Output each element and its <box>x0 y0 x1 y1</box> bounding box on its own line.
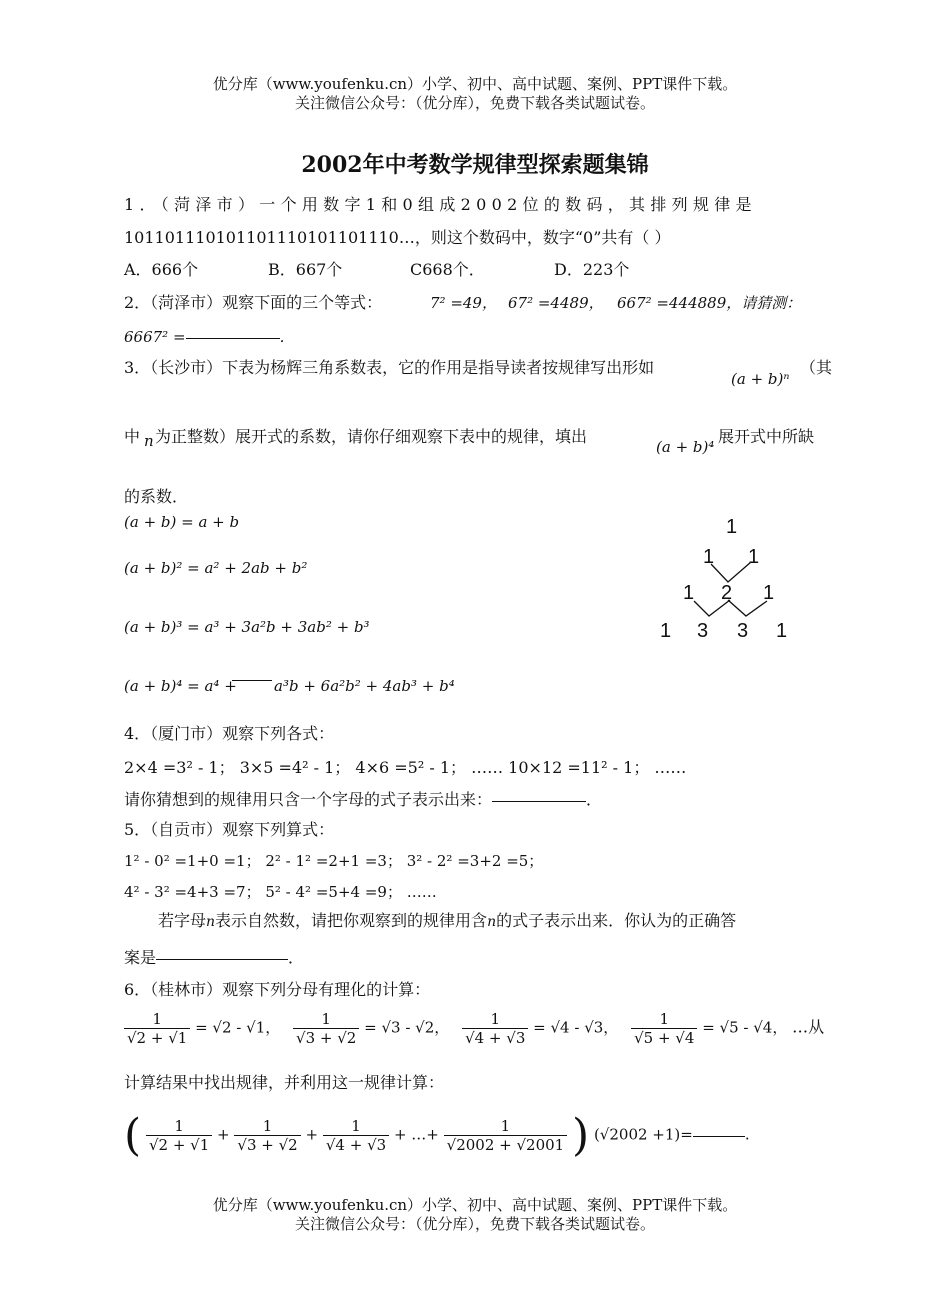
q2-eq-1: 7² =49， <box>430 294 497 312</box>
triangle-connector-lines <box>650 540 810 620</box>
q6-dots: + …+ <box>393 1125 439 1144</box>
q3-expansion-3: (a + b)³ = a³ + 3a²b + 3ab² + b³ <box>124 618 370 636</box>
q6-sum-term-3: $\frac{1}{√4 + √3}$ <box>323 1117 389 1154</box>
q6-fraction-3: $\frac{1}{√4 + √3}$ <box>462 1010 528 1047</box>
q5-equations-1: 1² - 0² =1+0 =1； 2² - 1² =2+1 =3； 3² - 2² =3+2 =5； <box>124 852 544 870</box>
q3-line-3: 的系数． <box>124 487 189 506</box>
q6-sum-term-1: $\frac{1}{√2 + √1}$ <box>146 1117 212 1154</box>
q5-ask2-text: 案是 <box>124 948 157 967</box>
q5-ask-c: 的式子表示出来．你认为的正确答 <box>496 911 737 930</box>
q2-eq-3: 667² =444889，请猜测： <box>617 294 802 312</box>
q6-plus-1: + <box>217 1125 230 1144</box>
q2-text: 2．（菏泽市）观察下面的三个等式： <box>124 293 383 312</box>
footer-line-1: 优分库（www.youfenku.cn）小学、初中、高中试题、案例、PPT课件下载。 <box>212 1196 738 1214</box>
q6-head: 6．（桂林市）观察下列分母有理化的计算： <box>124 980 431 999</box>
q2-answer-blank[interactable] <box>186 337 280 339</box>
q6-end: . <box>744 1125 750 1144</box>
q5-head: 5．（自贡市）观察下列算式： <box>124 820 335 839</box>
q5-ask-a: 若字母 <box>158 911 207 930</box>
q6-examples <box>124 1010 824 1047</box>
q5-equations-2: 4² - 3² =4+3 =7； 5² - 4² =5+4 =9； …… <box>124 883 437 901</box>
triangle-r4-c3: 3 <box>737 620 749 642</box>
q6-final-expression <box>124 1110 750 1161</box>
q3-line-2-c: 展开式中所缺 <box>718 427 815 446</box>
q3-expr-n: (a + b)ⁿ <box>731 370 790 388</box>
q5-ask-b: 表示自然数，请把你观察到的规律用含 <box>215 911 488 930</box>
q4-head: 4．（厦门市）观察下列各式： <box>124 724 335 743</box>
q1-line-1: 1．（菏泽市）一个用数字1和0组成2002位的数码，其排列规律是 <box>124 195 757 214</box>
q1-line-2: 101101110101101110101101110…，则这个数码中，数字“0”共有（ ） <box>124 228 671 247</box>
q3-expansion-1: (a + b) = a + b <box>124 513 240 531</box>
q3-expansion-2: (a + b)² = a² + 2ab + b² <box>124 559 308 577</box>
q5-ask-n: n <box>206 914 216 930</box>
q6-from: …从 <box>792 1017 825 1037</box>
q5-answer-blank[interactable] <box>156 958 288 960</box>
q6-result-3: = √4 - √3， <box>533 1018 619 1037</box>
q3-line-2-b: 为正整数）展开式的系数，请你仔细观察下表中的规律，填出 <box>155 427 588 446</box>
q6-plus-2: + <box>305 1125 319 1144</box>
q2-eq-2: 67² =4489， <box>508 294 604 312</box>
triangle-r4-c1: 1 <box>660 620 672 642</box>
q6-result-2: = √3 - √2， <box>364 1018 450 1037</box>
footer-line-2: 关注微信公众号：（优分库），免费下载各类试题试卷。 <box>294 1215 655 1233</box>
q5-ask-line-2: 案是 ． <box>124 948 305 967</box>
q6-fraction-1: $\frac{1}{√2 + √1}$ <box>124 1010 190 1047</box>
q4-equations: 2×4 =3² - 1； 3×5 =4² - 1； 4×6 =5² - 1； …… 10×12 =11² - 1； …… <box>124 758 687 777</box>
q6-sum-term-2: $\frac{1}{√3 + √2}$ <box>234 1117 300 1154</box>
q2-line-2-text: 6667² = <box>124 328 186 346</box>
q6-tail: (√2002 +1)= <box>593 1125 693 1144</box>
q6-open-paren: ( <box>124 1110 142 1161</box>
triangle-r1-c1: 1 <box>726 516 738 538</box>
triangle-r3-c3: 1 <box>763 582 775 604</box>
q3-line-1: 3．（长沙市）下表为杨辉三角系数表，它的作用是指导读者按规律写出形如 <box>124 358 655 377</box>
triangle-r2-c2: 1 <box>748 546 760 568</box>
q3-line-1-end: （其 <box>800 358 833 377</box>
q6-close-paren: ) <box>572 1110 590 1161</box>
triangle-r3-c1: 1 <box>683 582 695 604</box>
triangle-r3-c2: 2 <box>721 582 733 604</box>
q5-ask-line <box>158 908 736 931</box>
page-title: 2002年中考数学规律型探索题集锦 <box>301 152 649 178</box>
triangle-r2-c1: 1 <box>703 546 715 568</box>
q1-option-d: D．223个 <box>554 260 630 279</box>
q3-expr-4: (a + b)⁴ <box>656 438 715 456</box>
q3-missing-coefficient-blank[interactable] <box>232 680 272 681</box>
q6-fraction-4: $\frac{1}{√5 + √4}$ <box>631 1010 697 1047</box>
header-line-2: 关注微信公众号：（优分库），免费下载各类试题试卷。 <box>294 94 655 112</box>
q6-answer-blank[interactable] <box>693 1135 745 1137</box>
header-line-1: 优分库（www.youfenku.cn）小学、初中、高中试题、案例、PPT课件下载。 <box>212 75 738 93</box>
triangle-r4-c2: 3 <box>697 620 709 642</box>
q3-line-2-n: n <box>144 432 154 450</box>
q6-result-4: = √5 - √4， <box>702 1018 788 1037</box>
triangle-r4-c4: 1 <box>776 620 788 642</box>
q3-expansion-4a: (a + b)⁴ = a⁴ + <box>124 677 237 695</box>
q4-answer-blank[interactable] <box>492 800 586 802</box>
q6-sum-term-4: $\frac{1}{√2002 + √2001}$ <box>444 1117 568 1154</box>
q6-fraction-2: $\frac{1}{√3 + √2}$ <box>293 1010 359 1047</box>
q3-line-2-a: 中 <box>124 427 141 446</box>
q1-option-b: B．667个 <box>268 260 343 279</box>
q4-ask-line: 请你猜想到的规律用只含一个字母的式子表示出来： ． <box>124 790 603 809</box>
q6-result-1: = √2 - √1， <box>195 1018 281 1037</box>
q3-expansion-4b: a³b + 6a²b² + 4ab³ + b⁴ <box>274 677 455 695</box>
q2-line-2: 6667² = ． <box>124 328 295 346</box>
q4-ask-text: 请你猜想到的规律用只含一个字母的式子表示出来： <box>124 790 493 809</box>
q1-option-c: C668个． <box>410 260 485 279</box>
q5-ask-n2: n <box>487 914 497 930</box>
q1-option-a: A．666个 <box>124 260 199 279</box>
q6-line-2: 计算结果中找出规律，并利用这一规律计算： <box>124 1073 445 1092</box>
